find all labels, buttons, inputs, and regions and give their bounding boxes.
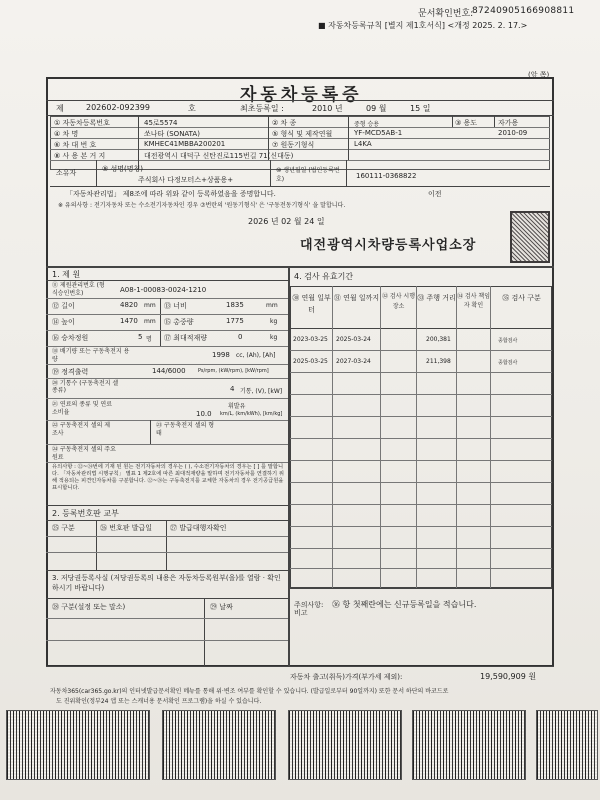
seats-label: ⑯ 승차정원 [52,334,89,342]
model-label: ⑤ 형식 및 제작연월 [272,130,333,138]
table-row-1-to: 2025-03-24 [336,336,371,343]
table-row-2-kind: 종합검사 [498,360,518,366]
seats-unit: 명 [146,336,152,343]
inspection-table [290,286,552,588]
type-value: 중형 승용 [354,121,380,128]
page-side: (앞 쪽) [528,71,550,79]
owner-name-label: ⑨ 성명(명칭) [102,165,144,173]
notice-label: 주의사항: [294,601,324,609]
name-value: 쏘나타 (SONATA) [144,130,200,138]
spec-no-value: A08-1-00083-0024-1210 [120,286,207,294]
battery-form-label: ㉓ 구동축전지 셀의 형태 [156,422,215,437]
spec-note: 유의사항 : ㉒~㉔번에 기재 된 원는 전기자동차의 경우는 ( ), 수소전기자동차의 경우는 [ ] 를 말합니다. 「자동차관리법 시행규칙」 별표 1 제2호에 따른 최대적재량을 말하며 전기자동차를 연결하기 위해 적용되는 피견인자동차를 구분합니다. ㉒~㉔는 구동축전지를 교체한 자동차의 경우 전기공급원을 표시합니다. [52,464,284,491]
footer-line-1: 자동차365(car365.go.kr)의 인터넷발급문서확인 메뉴를 통해 위·변조 여부를 확인할 수 있습니다. (발급일로부터 90일까지) 또한 문서 하단의 바코드로 [50,688,449,695]
vin-value: KMHEC41MBBA200201 [144,140,226,148]
use-value: 자가용 [498,119,519,127]
first-reg-day: 15 일 [410,104,431,113]
displacement-label: ⑱ 배기량 또는 구동축전지 용량 [52,348,130,363]
gross-label: ⑮ 총중량 [164,318,194,326]
remarks-label: 비고 [294,609,308,617]
first-reg-label: 최초등록일 : [240,104,284,113]
fuel-value: 휘발유 [228,403,246,410]
width-unit: mm [266,302,278,309]
battery-maker-label: ㉒ 구동축전지 셀의 제조사 [52,422,111,437]
mortgage-col-type: ㉘ 구분(설정 또는 말소) [52,603,126,611]
plate-value: 45로5574 [144,119,178,127]
insp-col-place: ㉜ 검사 시행장소 [382,293,415,310]
owner-name-value: 주식회사 다정모터스+상품용+ [138,176,234,184]
base-label: ⑧ 사 용 본 거 지 [54,152,106,160]
fuel-label: ㉑ 연료의 종류 및 연료소비율 [52,401,112,416]
maxload-unit: kg [270,334,278,341]
first-reg-year: 2010 년 [312,104,343,113]
table-row-2-mileage: 211,398 [426,358,451,365]
power-value: 144/6000 [152,367,186,375]
use-label: ③ 용도 [455,119,478,127]
issue-date: 2026 년 02 월 24 일 [248,217,325,226]
price-label: 자동차 출고(취득)가격(부가세 제외): [290,673,403,681]
width-label: ⑬ 너비 [164,302,187,310]
notice-text: ㊱ 항 첫째란에는 신규등록일을 적습니다. [332,600,477,609]
mortgage-col-date: ㉙ 날짜 [210,603,233,611]
insp-col-from: ㉚ 연월 일부터 [292,294,331,314]
name-label: ④ 차 명 [54,130,79,138]
reg-prefix: 제 [56,104,64,113]
plate-section-title: 2. 등록번호판 교부 [52,509,119,518]
spec-no-label: ⑪ 제원관리번호 (형식승인번호) [52,282,105,297]
length-unit: mm [144,302,156,309]
power-label: ⑲ 정격출력 [52,368,89,376]
made-value: 2010-09 [498,129,528,137]
power-unit: Ps/rpm, (kW/rpm), [kW/rpm] [198,368,269,374]
gross-unit: kg [270,318,278,325]
plate-label: ① 자동차등록번호 [54,119,110,127]
cylinder-label: ⑳ 기통수 (구동축전지 셀 종류) [52,380,119,394]
cert-statement: 「자동차관리법」 제8조에 따라 위와 같이 등록하였음을 증명합니다. [66,190,276,198]
model-value: YF-MCD5AB-1 [354,129,403,137]
barcode-5 [536,710,598,780]
maxload-value: 0 [238,333,243,341]
insp-col-kind: ㉟ 검사 구분 [502,294,541,302]
table-row-1-from: 2023-03-25 [293,336,328,343]
plate-col-agent: ㉗ 발급대행자확인 [170,524,227,532]
barcode-3 [288,710,402,780]
displacement-unit: cc, (Ah), [Ah] [236,352,276,359]
owner-id-label: ⑩ 생년월일 (법인등록번호) [276,167,340,183]
regulation-note: ■ 자동차등록규칙 [별지 제1호서식] <개정 2025. 2. 17.> [318,21,528,30]
footer-line-2: 도 진위확인(정부24 앱 또는 스캐너용 문서확인 프로그램)을 하실 수 있습니다. [56,698,262,705]
first-reg-month: 09 월 [366,104,387,113]
type-label: ② 차 종 [272,119,297,127]
plate-col-date: ㉖ 번호판 발급일 [100,524,153,532]
height-unit: mm [144,318,156,325]
table-row-1-kind: 종합검사 [498,338,518,344]
inspection-section-title: 4. 검사 유효기간 [294,272,354,281]
width-value: 1835 [226,301,244,309]
fuel-rate-value: 10.0 [196,410,212,418]
height-label: ⑭ 높이 [52,318,75,326]
insp-col-officer: ㉞ 검사 책임자 확인 [457,293,490,309]
table-row-2-to: 2027-03-24 [336,358,371,365]
page-title: 자동차등록증 [240,85,363,105]
mortgage-section-title: 3. 저당권등록사실 (저당권등록의 내용은 자동차등록원부(을)를 열람 · 확인하시기 바랍니다) [52,574,281,592]
engine-label: ⑦ 원동기형식 [272,141,315,149]
issuer-name: 대전광역시차량등록사업소장 [300,238,477,253]
maxload-label: ⑰ 최대적재량 [164,334,208,342]
length-value: 4820 [120,301,138,309]
height-value: 1470 [120,317,138,325]
owner-section-label: 소유자 [56,169,77,177]
seats-value: 5 [138,333,143,341]
cert-prev: 이전 [428,190,442,198]
base-value: 대전광역시 대덕구 신탄진로115번길 71(신대동) [144,152,294,160]
barcode-4 [412,710,526,780]
barcode-1 [6,710,150,780]
plate-col-type: ㉕ 구분 [52,524,75,532]
cylinder-unit: 기통, (V), [kW] [240,388,283,395]
engine-value: L4KA [354,140,372,148]
insp-col-mileage: ㉝ 주행 거리 [417,294,456,302]
reg-number: 202602-092399 [86,103,150,112]
cylinder-value: 4 [230,385,235,393]
official-seal [510,211,550,263]
owner-id-value: 160111-0368822 [356,172,417,180]
battery-material-label: ㉔ 구동축전지 셀의 주요 원료 [52,446,116,461]
vin-label: ⑥ 차 대 번 호 [54,141,97,149]
fuel-rate-unit: km/L, (km/kWh), [km/kg] [220,411,283,417]
price-value: 19,590,909 원 [480,672,537,681]
insp-col-to: ㉛ 연월 일까지 [333,294,380,302]
doc-confirm-number: 87240905166908811 [472,6,575,16]
cert-note: ※ 유의사항 : 전기자동차 또는 수소전기자동차인 경우 ⑦번란의 '원동기형식' 은 '구동전동기형식' 을 말합니다. [58,202,346,209]
specs-section-title: 1. 제 원 [52,270,81,279]
displacement-value: 1998 [212,351,230,359]
gross-value: 1775 [226,317,244,325]
reg-ho: 호 [188,104,196,113]
table-row-2-from: 2025-03-25 [293,358,328,365]
barcode-2 [162,710,276,780]
table-row-1-mileage: 200,381 [426,336,451,343]
length-label: ⑫ 길이 [52,302,75,310]
doc-confirm-label: 문서확인번호: [418,9,474,19]
